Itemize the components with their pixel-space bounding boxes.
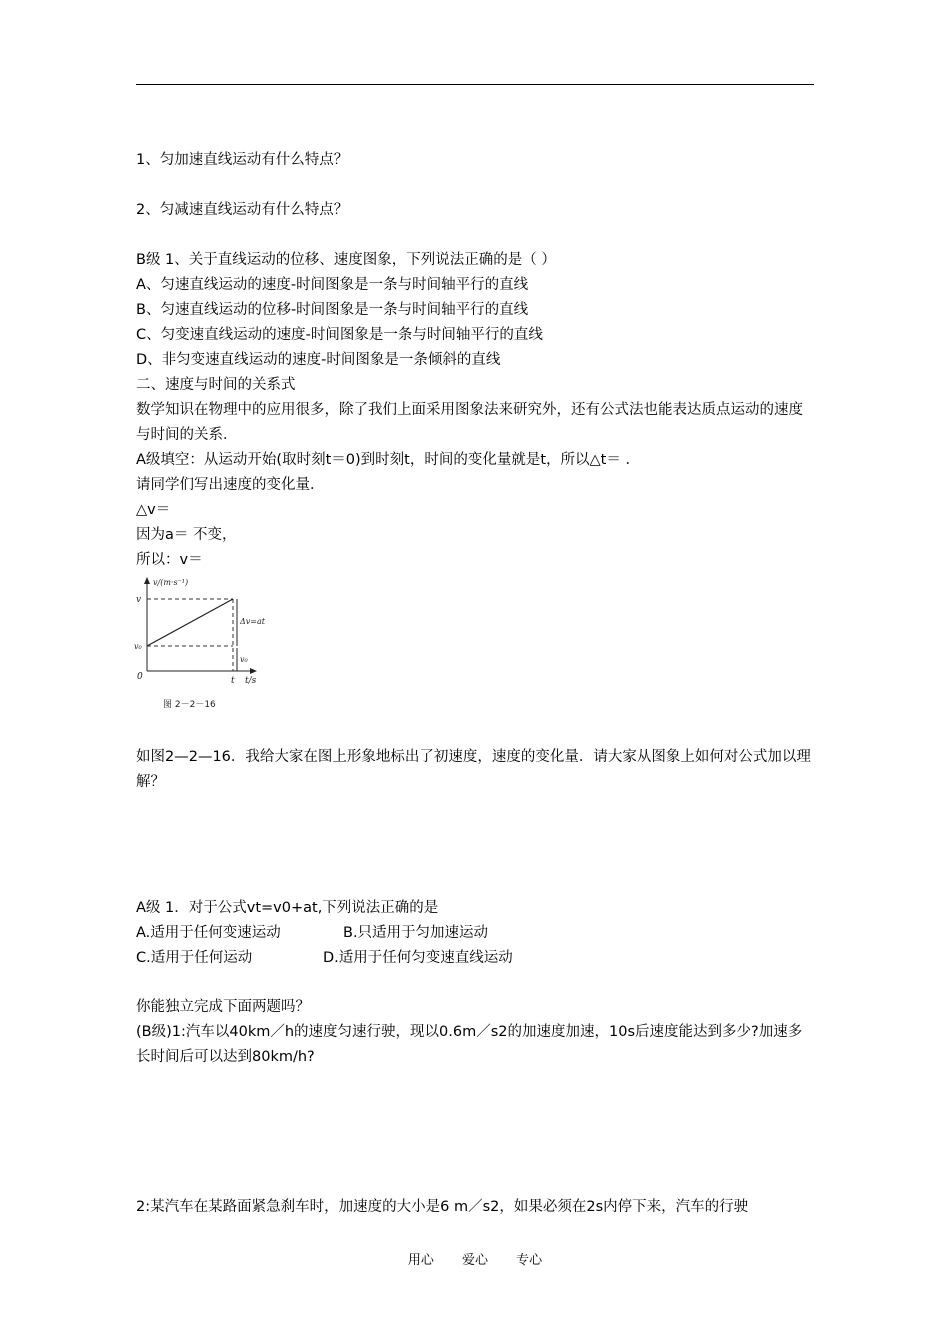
figure-caption: 图 2－2－16 (163, 700, 216, 710)
footer-text-1: 用心 (407, 1253, 434, 1268)
page-footer (0, 1249, 950, 1268)
header-rule (136, 84, 814, 85)
b1-option-d: D、非匀变速直线运动的速度-时间图象是一条倾斜的直线 (136, 352, 501, 368)
velocity-time-figure (133, 573, 273, 713)
t-tick-label: t (231, 676, 235, 686)
y-axis-label: v/(m·s⁻¹) (153, 578, 189, 587)
velocity-time-graph (133, 573, 273, 713)
figure-question: 如图2—2—16．我给大家在图上形象地标出了初速度，速度的变化量．请大家从图象上如何对公式加以理解？ (136, 749, 811, 790)
v0-tick-label: v₀ (134, 642, 142, 651)
fill-in-delta-v: △v＝ (136, 502, 171, 518)
v-tick-label: v (136, 595, 142, 605)
velocity-line (147, 599, 233, 646)
v0-side-label: v₀ (240, 655, 248, 664)
question-uniform-deceleration: 2、匀减速直线运动有什么特点？ (136, 202, 349, 218)
origin-label: 0 (137, 672, 143, 682)
practice-intro: 你能独立完成下面两题吗？ (136, 999, 310, 1015)
velocity-axis-arrow-icon (144, 577, 150, 584)
b1-stem: B级 1、关于直线运动的位移、速度图象，下列说法正确的是（ ） (136, 252, 556, 268)
fill-in-delta-t: A级填空：从运动开始(取时刻t＝0)到时刻t，时间的变化量就是t，所以△t＝ ． (136, 452, 640, 468)
a1-option-b: B.只适用于匀加速运动 (343, 925, 489, 941)
problem-2: 2:某汽车在某路面紧急刹车时，加速度的大小是6 m／s2，如果必须在2s内停下来，汽车的行驶 (136, 1199, 749, 1215)
footer-text-3: 专心 (516, 1253, 543, 1268)
fill-in-velocity: 所以：v＝ (136, 552, 203, 568)
problem-1: (B级)1:汽车以40km／h的速度匀速行驶，现以0.6m／s2的加速度加速，10s后速度能达到多少?加速多长时间后可以达到80km/h? (136, 1024, 803, 1065)
a1-option-a: A.适用于任何变速运动 (136, 925, 281, 941)
question-uniform-acceleration: 1、匀加速直线运动有什么特点？ (136, 152, 349, 168)
b1-option-b: B、匀速直线运动的位移-时间图象是一条与时间轴平行的直线 (136, 302, 529, 318)
b1-option-a: A、匀速直线运动的速度-时间图象是一条与时间轴平行的直线 (136, 277, 529, 293)
a1-stem: A级 1．对于公式vt=v0+at,下列说法正确的是 (136, 900, 439, 916)
time-axis-arrow-icon (250, 668, 257, 674)
a1-option-d: D.适用于任何匀变速直线运动 (323, 950, 513, 966)
b1-option-c: C、匀变速直线运动的速度-时间图象是一条与时间轴平行的直线 (136, 327, 543, 343)
section2-title: 二、速度与时间的关系式 (136, 377, 296, 393)
x-axis-label: t/s (245, 676, 257, 686)
fill-in-prompt: 请同学们写出速度的变化量． (136, 477, 325, 493)
a1-option-c: C.适用于任何运动 (136, 950, 253, 966)
section2-intro: 数学知识在物理中的应用很多，除了我们上面采用图象法来研究外，还有公式法也能表达质点运动的速度与时间的关系． (136, 402, 803, 443)
footer-text-2: 爱心 (461, 1253, 488, 1268)
fill-in-acceleration: 因为a＝ 不变， (136, 527, 237, 543)
delta-v-label: Δv=at (240, 617, 265, 626)
